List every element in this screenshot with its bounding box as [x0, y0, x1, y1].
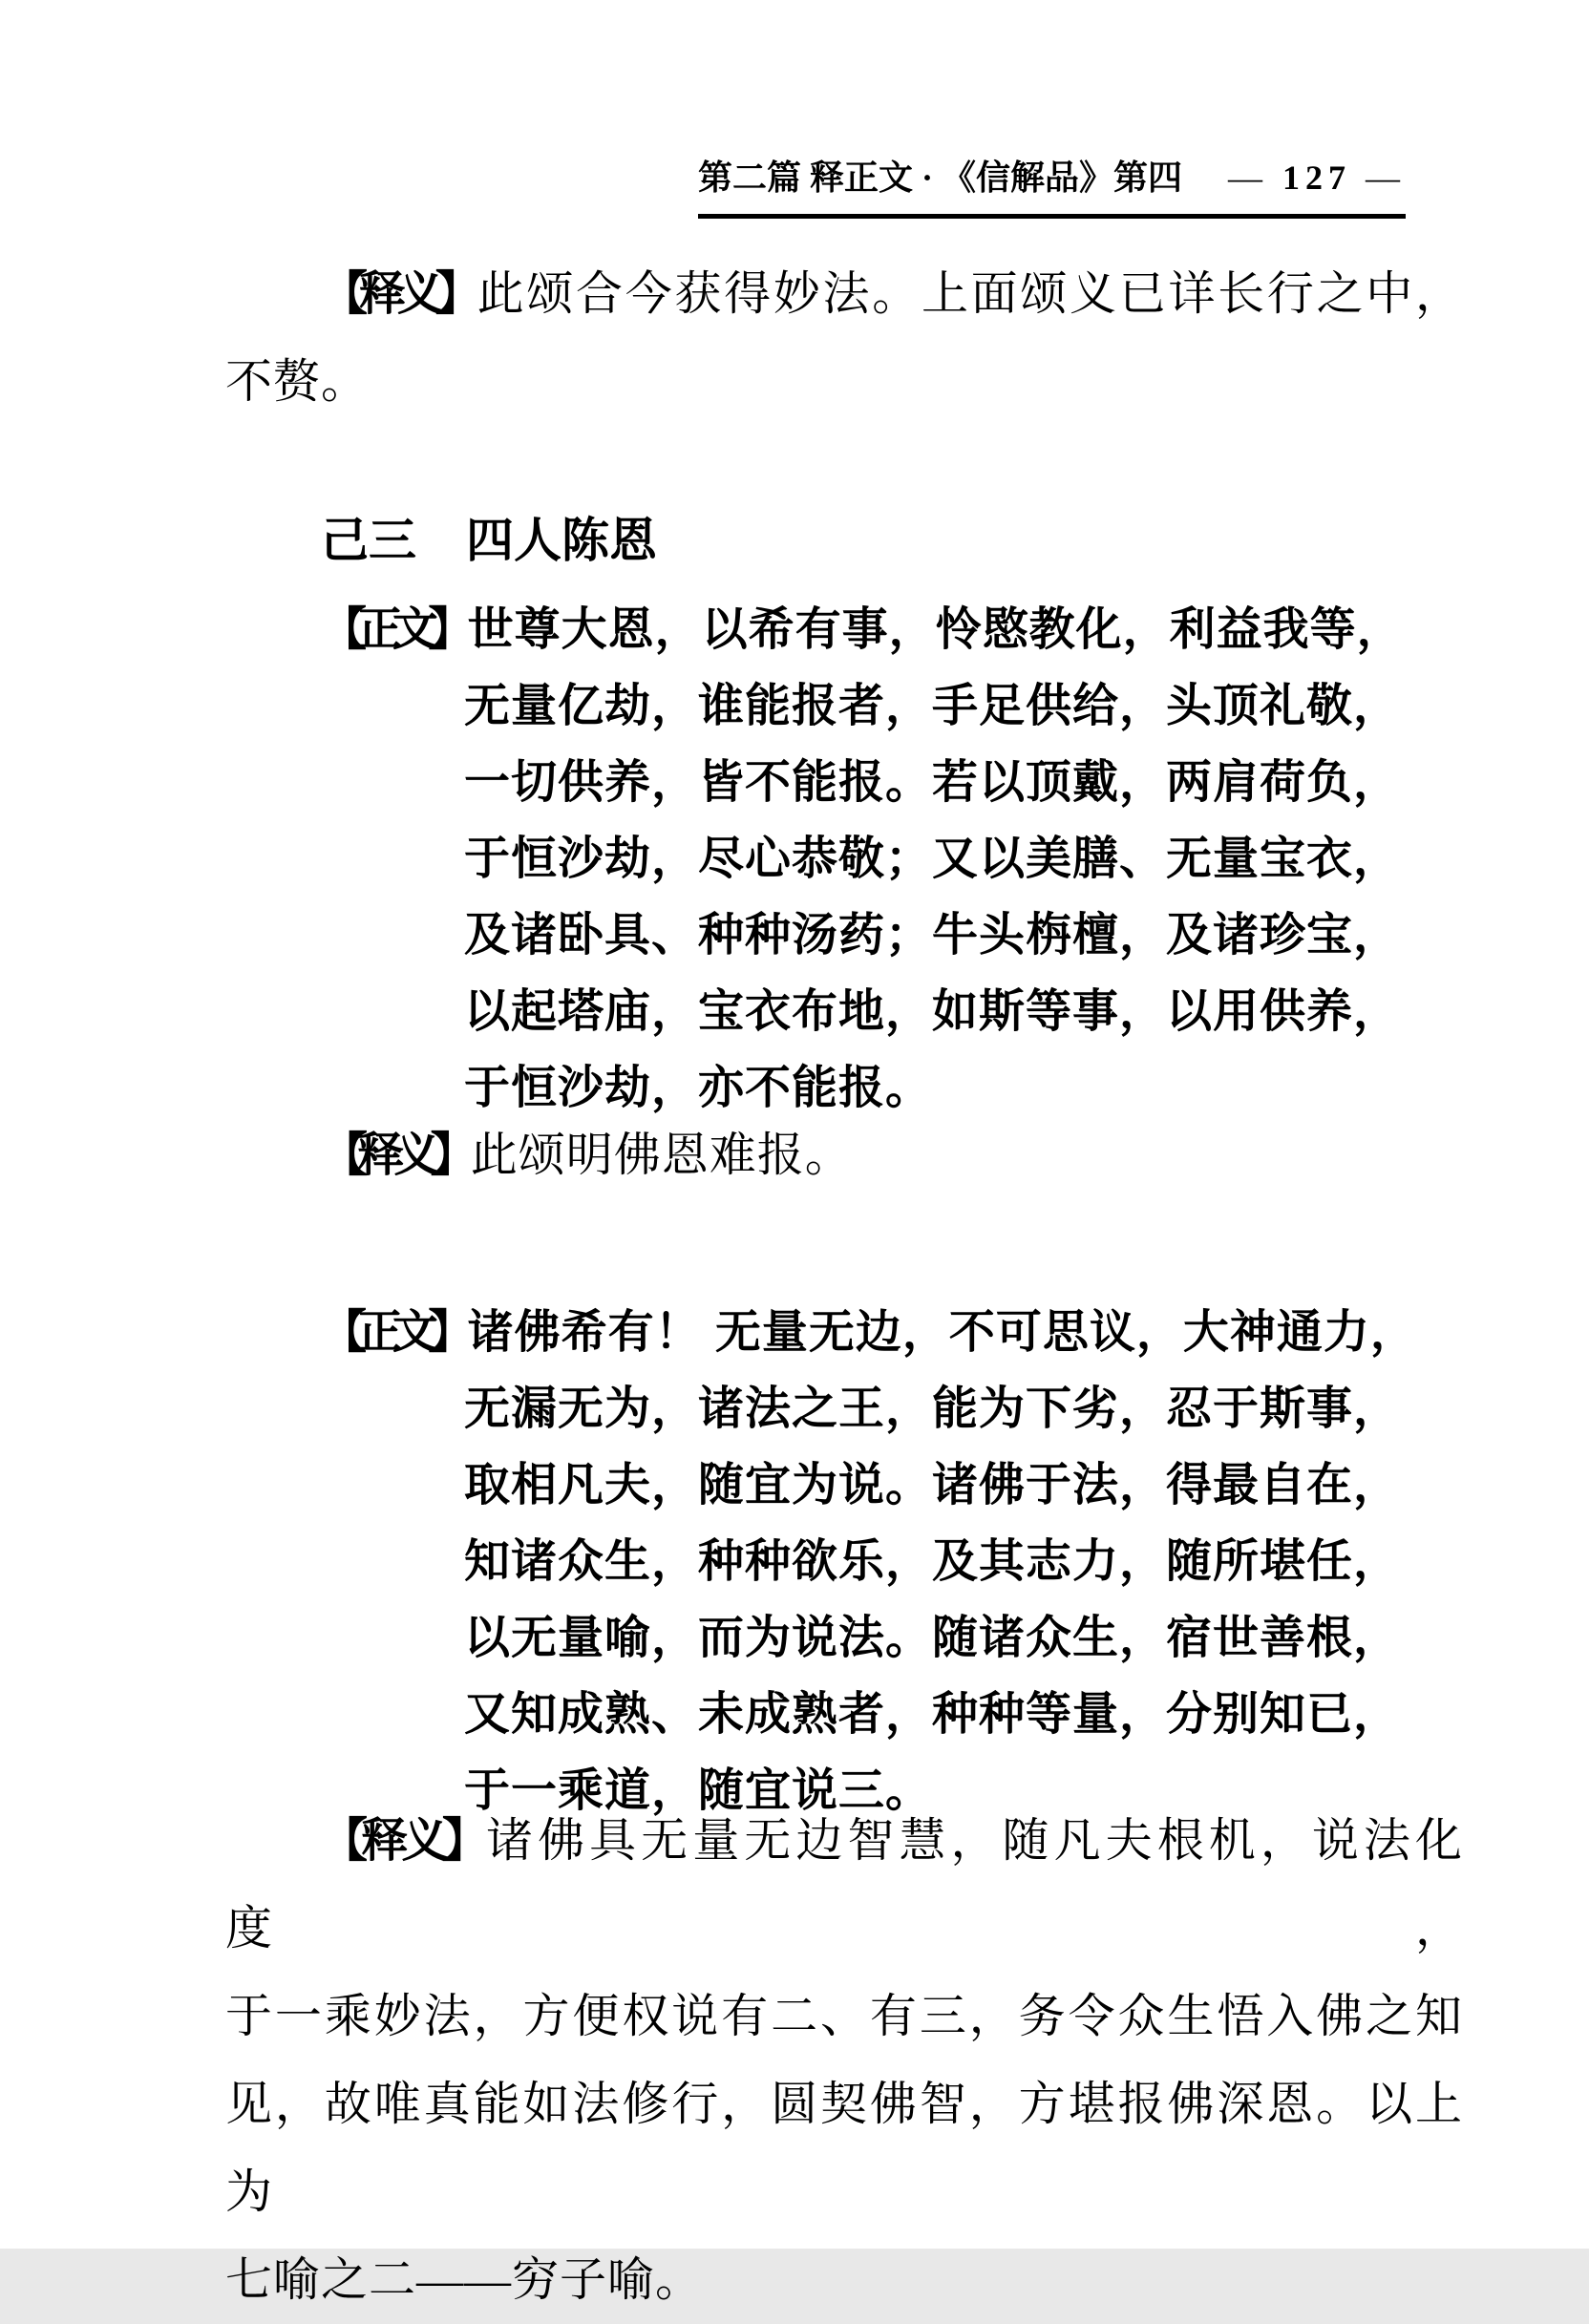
header-page-number: 127 — [1282, 158, 1351, 197]
section-heading — [225, 512, 1463, 569]
verse-line: 于一乘道，随宜说三。 — [464, 1765, 933, 1816]
verse-line: 及诸卧具、种种汤药；牛头栴檀，及诸珍宝， — [464, 910, 1401, 961]
text-segment: 此颂合今获得妙法。上面颂义已详长行之中， — [477, 267, 1463, 320]
page-dash-left: — — [1228, 158, 1268, 197]
text-line: 于一乘妙法，方便权说有二、有三，务令众生悟入佛之知 — [225, 1990, 1463, 2042]
label-shiyi: 【释义】 — [321, 1814, 483, 1867]
verse-block-2 — [225, 1295, 1463, 1829]
verse-line: 于恒沙劫，亦不能报。 — [464, 1063, 933, 1113]
explain-paragraph-brief — [225, 1111, 1463, 1199]
heading-number: 己三 — [321, 514, 416, 567]
label-shiyi: 【释义】 — [321, 267, 474, 320]
verse-line: 以起塔庙，宝衣布地，如斯等事，以用供养， — [464, 986, 1401, 1037]
page-body — [225, 250, 1463, 2324]
label-zhengwen: 【正文】 — [321, 1307, 464, 1358]
verse-line — [225, 592, 1463, 668]
verse-block-1 — [225, 592, 1463, 1127]
header-title: 第二篇 释正文 · 《信解品》第四 — [697, 158, 1182, 197]
text-line — [225, 1111, 1463, 1199]
verse-line: 又知成熟、未成熟者，种种等量，分别知已， — [464, 1689, 1401, 1740]
verse-line: 于恒沙劫，尽心恭敬；又以美膳、无量宝衣， — [464, 834, 1401, 884]
verse-line: 知诸众生，种种欲乐，及其志力，随所堪任， — [464, 1536, 1401, 1587]
text-segment: 此颂明佛恩难报。 — [470, 1129, 853, 1181]
heading-title: 四人陈恩 — [466, 514, 657, 567]
verse-text: 世尊大恩，以希有事，怜愍教化，利益我等， — [467, 604, 1404, 655]
page-dash-right: — — [1366, 158, 1406, 197]
text-line: 七喻之二——穷子喻。 — [225, 2253, 704, 2306]
verse-line: 无漏无为，诸法之王，能为下劣，忍于斯事， — [464, 1384, 1401, 1434]
text-line — [225, 250, 1463, 338]
text-line: 不赘。 — [225, 355, 370, 408]
text-segment: 诸佛具无量无边智慧，随凡夫根机，说法化度， — [225, 1814, 1463, 1954]
verse-line — [225, 1295, 1463, 1371]
label-shiyi: 【释义】 — [321, 1129, 467, 1181]
verse-line: 一切供养，皆不能报。若以顶戴，两肩荷负， — [464, 757, 1401, 808]
verse-line: 取相凡夫，随宜为说。诸佛于法，得最自在， — [464, 1460, 1401, 1511]
header-page-marker — [1228, 158, 1406, 197]
verse-text: 诸佛希有！ 无量无边，不可思议，大神通力， — [467, 1307, 1417, 1358]
verse-line: 以无量喻，而为说法。随诸众生，宿世善根， — [464, 1613, 1401, 1663]
explain-paragraph-final — [225, 1797, 1463, 2324]
explain-paragraph-intro — [225, 250, 1463, 426]
text-line — [225, 1797, 1463, 1973]
label-zhengwen: 【正文】 — [321, 604, 464, 655]
text-line: 见，故唯真能如法修行，圆契佛智，方堪报佛深恩。以上为 — [225, 2078, 1463, 2218]
verse-line: 无量亿劫，谁能报者，手足供给，头顶礼敬， — [464, 681, 1401, 731]
running-header — [698, 157, 1406, 219]
